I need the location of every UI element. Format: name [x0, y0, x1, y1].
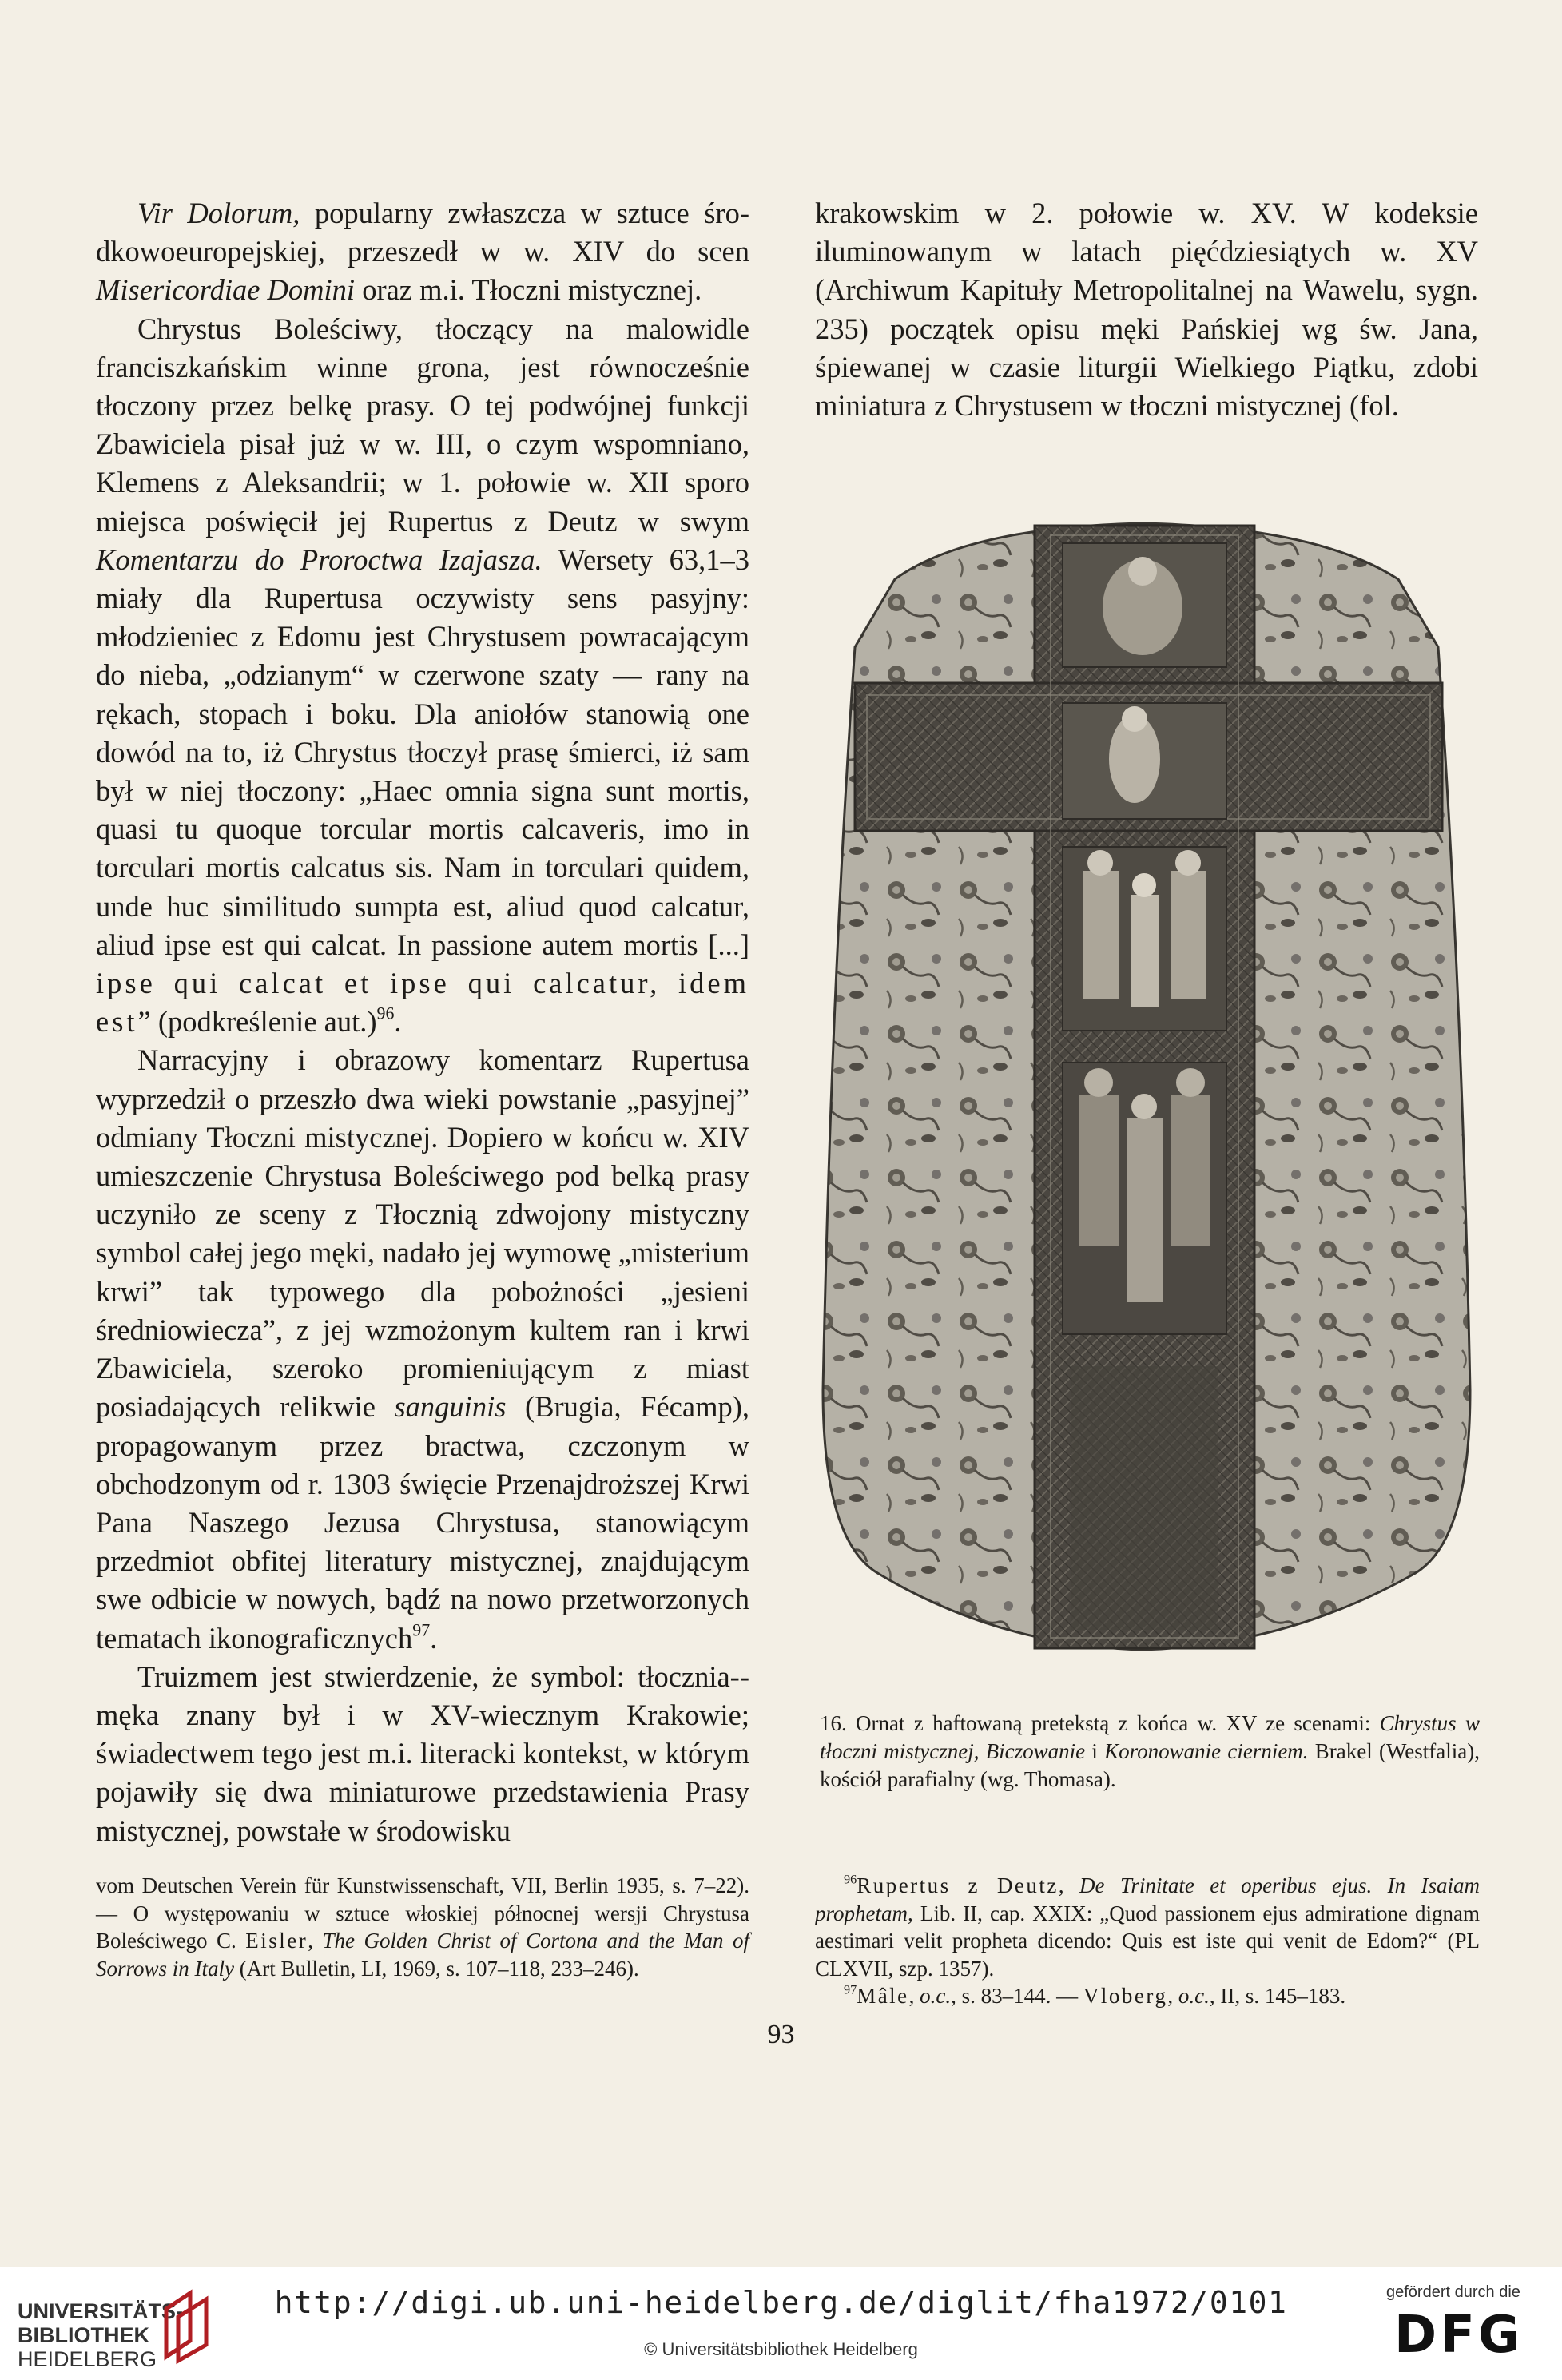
caption-text [820, 1710, 1480, 1794]
author-name: Rupertus z Deutz [857, 1873, 1059, 1897]
text-run: , II, s. 145–183. [1209, 1984, 1346, 2008]
text-run: i [1085, 1739, 1105, 1763]
permalink-url[interactable]: http://digi.ub.uni-heidelberg.de/diglit/fha1972/0101 [274, 2285, 1288, 2320]
spaced-emphasis: ipse qui calcat et ipse qui calcatur, idem est [96, 967, 749, 1039]
text-run: Brakel (Westfalia), kościół parafialny (wg. Thomasa). [820, 1739, 1480, 1791]
text-run: (Brugia, Fécamp), propagowanym przez bractwa, czczonym w obchodzonym od r. 1303 święcie Przenajdroższej Krwi Pana Naszego Jezusa Chrystusa, stanowiącym przedmiot obfitej literatury mistycznej, znajdującym swe odbicie w nowych, bądź na nowo przetworzonych tematach ikonograficznych [96, 1390, 749, 1655]
text-run: , s. 83–144. — [951, 1984, 1083, 2008]
footnote-ref-96[interactable]: 96 [376, 1003, 395, 1023]
paragraph-1 [96, 194, 749, 310]
funding-label: gefördert durch die [1386, 2283, 1520, 2301]
footnote-number: 96 [844, 1872, 857, 1887]
text-run: , [308, 1929, 323, 1953]
author-name: Mâle [857, 1984, 909, 2008]
author-name: Eisler [245, 1929, 308, 1953]
text-run: , [1058, 1873, 1080, 1897]
text-run: 16. Ornat z haftowaną pretekstą z końca w. XV ze scenami: [820, 1711, 1380, 1735]
viewer-footer [0, 2267, 1562, 2380]
text-run: Lib. II, cap. XXIX: „Quod passionem ejus admiratione dignam aestimari velit propheta dicendo: Quis est iste qui venit de Edom?“ (PL CLXVII, szp. 1357). [815, 1901, 1480, 1981]
chasuble-figure [807, 511, 1486, 1654]
footnote-number: 97 [844, 1982, 857, 1997]
italic-term: sanguinis [394, 1390, 507, 1424]
italic-title: Chrystus w tłoczni mistycznej, Biczowanie [820, 1711, 1480, 1763]
text-run: . [430, 1621, 438, 1655]
left-column [96, 194, 749, 1850]
italic-abbrev: o.c. [1178, 1984, 1210, 2008]
chasuble-image [807, 511, 1486, 1654]
footnote-ref-97[interactable]: 97 [412, 1619, 431, 1640]
text-run: Chrystus Boleściwy, tłoczący na malowidle franciszkańskim winne grona, jest równocześnie tłoczony przez belkę prasy. O tej podwójnej funkcji Zbawiciela pisał już w w. III, o czym wspomniano, Klemens z Aleksandrii; w 1. połowie w. XII sporo miejsca poświęcił jej Rupertus z Deutz w swym [96, 312, 749, 538]
italic-abbrev: o.c. [920, 1984, 952, 2008]
italic-term: Misericordiae Domini [96, 273, 356, 307]
paragraph-2 [96, 310, 749, 1042]
text-run: oraz m.i. Tłoczni mistycznej. [355, 273, 702, 307]
paragraph-right-1: krakowskim w 2. połowie w. XV. W kodeksie iluminowanym w latach pięćdziesiątych w. XV (Archiwum Kapituły Metropolitalnej na Wawelu, sygn. 235) początek opisu męki Pańskiej wg św. Jana, śpiewanej w czasie liturgii Wielkiego Piątku, zdobi miniatura z Chrystusem w tłoczni mistycznej (fol. [815, 197, 1478, 423]
text-run: vom Deutschen Verein für Kunstwissenschaft, VII, Berlin 1935, s. 7–22). — O występowaniu w sztuce włoskiej północnej wersji Chrystusa Boleściwego C. [96, 1873, 749, 1953]
italic-title: Koronowanie cierniem. [1104, 1739, 1309, 1763]
italic-term: Vir Dolorum, [137, 197, 300, 229]
footnote-96 [815, 1872, 1480, 1982]
page-number: 93 [767, 2020, 795, 2049]
footnotes-right [815, 1872, 1480, 2010]
library-name-line: UNIVERSITÄTS- [18, 2299, 184, 2323]
library-name-line: BIBLIOTHEK [18, 2323, 149, 2347]
dfg-logo[interactable]: DFG [1394, 2306, 1524, 2365]
paragraph-3 [96, 1041, 749, 1657]
right-column [815, 194, 1478, 425]
copyright-notice: © Universitätsbibliothek Heidelberg [644, 2339, 918, 2359]
footnote-97 [815, 1982, 1480, 2010]
text-run: , [1167, 1984, 1178, 2008]
text-run: ” (podkreślenie aut.) [137, 1005, 377, 1039]
text-run: Narracyjny i obrazowy komentarz Rupertusa wyprzedził o przeszło dwa wieki powstanie „pasyjnej” odmiany Tłoczni mistycznej. Dopiero w końcu w. XIV umieszczenie Chrystusa Boleściwego pod belką prasy uczyniło ze sceny z Tłocznią zdwojony mistyczny symbol całej jego męki, nadało jej wymowę „misterium krwi” tak typowego dla pobożności „jesieni średniowiecza”, z jej wzmożonym kultem ran i krwi Zbawiciela, szeroko promieniującym z miast posiadających relikwie [96, 1043, 749, 1424]
text-run: . [394, 1005, 402, 1039]
paragraph-4: Truizmem jest stwierdzenie, że symbol: tłocznia--męka znany był i w XV-wiecznym Krakowie; świadectwem tego jest m.i. literacki kontekst, w którym pojawiły się dwa miniaturowe przedstawienia Prasy mistycznej, powstałe w środowisku [96, 1659, 749, 1847]
text-run: (Art Bulletin, LI, 1969, s. 107–118, 233–246). [234, 1956, 639, 1981]
figure-caption [820, 1710, 1480, 1794]
author-name: Vloberg [1083, 1984, 1168, 2008]
italic-title: The Golden Christ of Cortona and the Man of Sorrows in Italy [96, 1929, 750, 1981]
italic-title: De Trinitate et operibus ejus. In Isaiam prophetam, [815, 1873, 1480, 1925]
italic-title: Komentarzu do Proroctwa Izajasza. [96, 542, 543, 576]
text-run: popularny zwłaszcza w sztuce śro-dkowoeuropejskiej, przeszedł w w. XIV do scen [96, 197, 749, 268]
library-name-line: HEIDELBERG [18, 2347, 157, 2371]
footnote-continuation [96, 1872, 749, 1982]
text-run: Wersety 63,1–3 miały dla Rupertusa oczywisty sens pasyjny: młodzieniec z Edomu jest Chrystusem powracającym do nieba, „odzianym“ w czerwone szaty — rany na rękach, stopach i boku. Dla aniołów stanowią one dowód na to, iż Chrystus tłoczył prasę śmierci, iż sam był w niej tłoczony: „Haec omnia signa sunt mortis, quasi tu quoque torcular mortis calcaveris, imo in torculari mortis calcatus sis. Nam in torculari quidem, unde huc similitudo sumpta est, aliud quod calcatur, aliud ipse est qui calcat. In passione autem mortis [...] [96, 542, 749, 961]
footnotes-left [96, 1872, 749, 1982]
text-run: , [908, 1984, 920, 2008]
